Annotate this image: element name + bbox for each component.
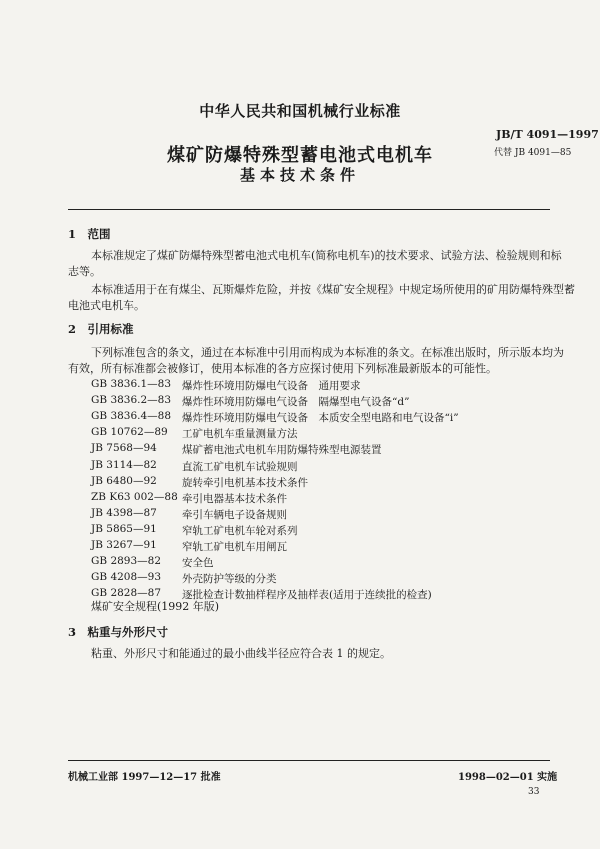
- reference-title: 窄轨工矿电机车轮对系列: [182, 524, 298, 537]
- section-1-paragraph-1: 本标准规定了煤矿防爆特殊型蓄电池式电机车(简称电机车)的技术要求、试验方法、检验规则和标: [91, 249, 562, 262]
- reference-title: 牵引车辆电子设备规则: [182, 508, 287, 521]
- reference-title: 外壳防护等级的分类: [182, 573, 277, 586]
- reference-code: GB 10762—89: [91, 426, 168, 439]
- reference-code: ZB K63 002—88: [91, 490, 178, 503]
- implementation-date: 1998—02—01 实施: [458, 772, 558, 783]
- reference-code: JB 3114—82: [91, 458, 157, 471]
- reference-code: JB 6480—92: [91, 474, 157, 487]
- section-1-paragraph-2: 本标准适用于在有煤尘、瓦斯爆炸危险，并按《煤矿安全规程》中规定场所使用的矿用防爆特殊型蓄: [91, 283, 575, 296]
- reference-code: JB 3267—91: [91, 539, 157, 551]
- reference-title: 旋转牵引电机基本技术条件: [182, 476, 308, 489]
- reference-code: GB 2893—82: [91, 555, 162, 568]
- reference-code: GB 3836.1—83: [91, 378, 172, 390]
- footer-rule: [68, 760, 550, 761]
- reference-code: GB 4208—93: [91, 571, 162, 584]
- reference-code: JB 7568—94: [91, 442, 157, 455]
- reference-title: 煤矿蓄电池式电机车用防爆特殊型电源装置: [182, 444, 382, 457]
- approval-note: 机械工业部 1997—12—17 批准: [68, 772, 221, 783]
- reference-safety-rules: 煤矿安全规程(1992 年版): [91, 600, 220, 613]
- replaces-note: 代替 JB 4091—85: [494, 148, 572, 158]
- reference-code: JB 5865—91: [91, 522, 157, 535]
- section-3-heading: 3 粘重与外形尺寸: [68, 625, 169, 639]
- document-title: 煤矿防爆特殊型蓄电池式电机车: [167, 145, 433, 166]
- reference-title: 爆炸性环境用防爆电气设备 通用要求: [182, 380, 361, 392]
- section-2-heading: 2 引用标准: [68, 322, 134, 336]
- reference-title: 爆炸性环境用防爆电气设备 本质安全型电路和电气设备“i”: [182, 412, 459, 425]
- reference-code: GB 3836.2—83: [91, 394, 172, 407]
- reference-title: 牵引电器基本技术条件: [182, 492, 287, 505]
- reference-title: 窄轨工矿电机车用闸瓦: [182, 541, 287, 553]
- page-number: 33: [528, 787, 540, 797]
- section-2-intro-cont: 有效，所有标准都会被修订，使用本标准的各方应探讨使用下列标准最新版本的可能性。: [68, 362, 497, 375]
- org-standard-heading: 中华人民共和国机械行业标准: [199, 102, 401, 120]
- section-3-paragraph: 粘重、外形尺寸和能通过的最小曲线半径应符合表 1 的规定。: [91, 647, 391, 660]
- reference-title: 安全色: [182, 557, 214, 570]
- reference-code: JB 4398—87: [91, 506, 157, 519]
- reference-code: GB 2828—87: [91, 587, 162, 600]
- section-2-intro: 下列标准包含的条文，通过在本标准中引用而构成为本标准的条文。在标准出版时，所示版本均为: [91, 346, 564, 359]
- reference-title: 工矿电机车重量测量方法: [182, 428, 298, 441]
- reference-title: 逐批检查计数抽样程序及抽样表(适用于连续批的检查): [182, 589, 432, 602]
- standard-code: JB/T 4091—1997: [496, 128, 599, 141]
- reference-title: 爆炸性环境用防爆电气设备 隔爆型电气设备“d”: [182, 396, 410, 409]
- reference-code: GB 3836.4—88: [91, 410, 172, 423]
- document-subtitle: 基本技术条件: [239, 166, 360, 184]
- section-1-paragraph-1-cont: 志等。: [68, 265, 101, 278]
- reference-title: 直流工矿电机车试验规则: [182, 460, 298, 473]
- section-1-heading: 1 范围: [68, 227, 111, 241]
- section-1-paragraph-2-cont: 电池式电机车。: [68, 299, 145, 312]
- header-rule: [68, 209, 550, 210]
